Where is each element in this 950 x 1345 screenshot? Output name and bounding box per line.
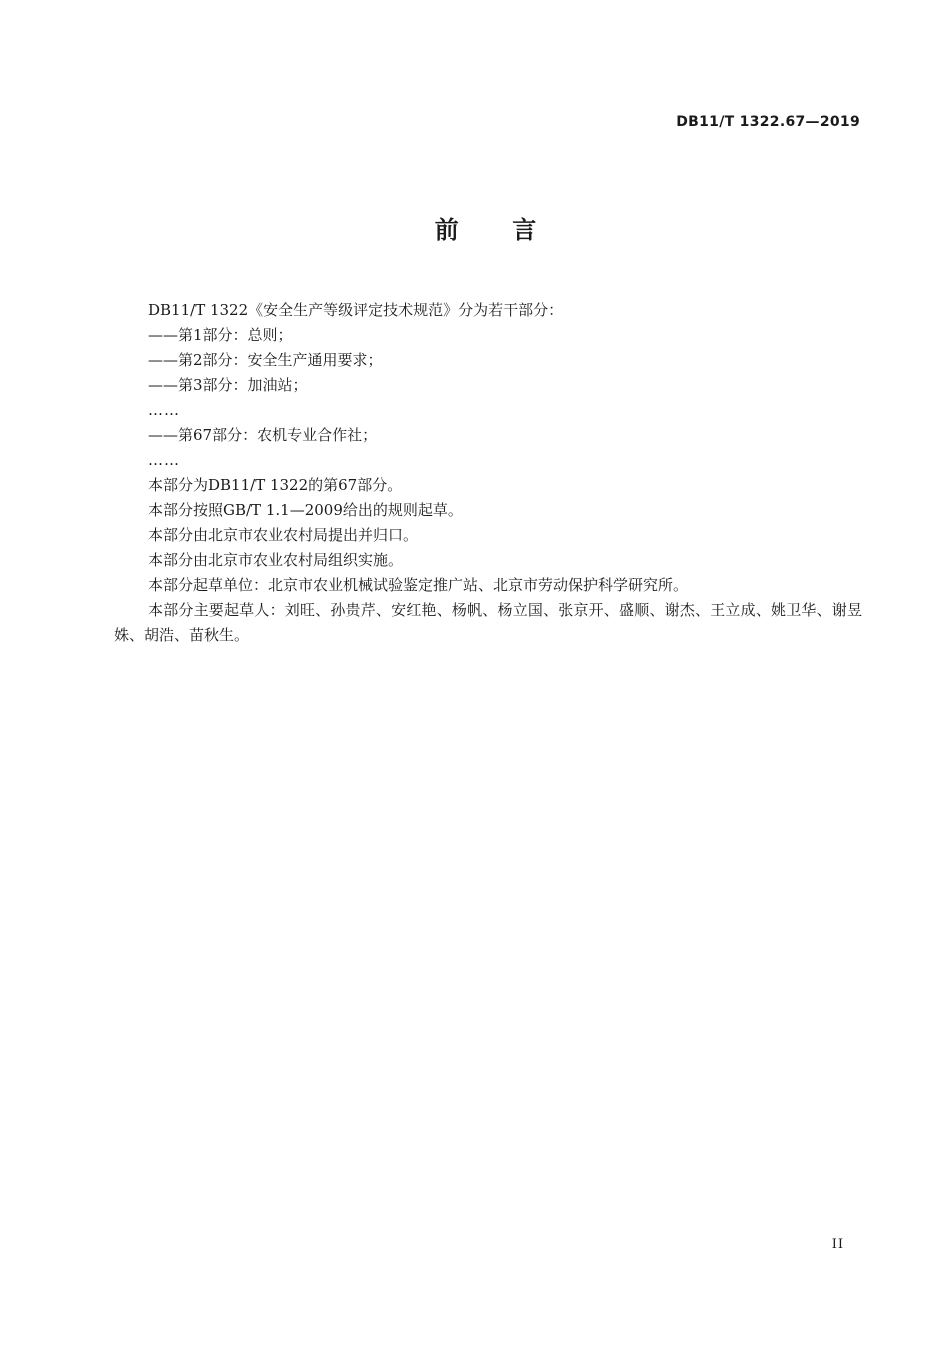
part-list-item: ——第3部分：加油站； xyxy=(148,376,308,394)
drafting-units: 本部分起草单位：北京市农业机械试验鉴定推广站、北京市劳动保护科学研究所。 xyxy=(148,576,689,594)
proposer-statement: 本部分由北京市农业农村局提出并归口。 xyxy=(148,526,419,544)
part-list-item: ——第1部分：总则； xyxy=(148,326,293,344)
part-list-item: ——第2部分：安全生产通用要求； xyxy=(148,351,383,369)
ellipsis: …… xyxy=(148,451,180,469)
intro-paragraph: DB11/T 1322《安全生产等级评定技术规范》分为若干部分： xyxy=(148,301,564,319)
ellipsis: …… xyxy=(148,401,180,419)
part-statement: 本部分为DB11/T 1322的第67部分。 xyxy=(148,476,403,494)
page-number: II xyxy=(831,1237,844,1252)
implementation-statement: 本部分由北京市农业农村局组织实施。 xyxy=(148,551,404,569)
main-drafters: 本部分主要起草人：刘旺、孙贵芹、安红艳、杨帆、杨立国、张京开、盛顺、谢杰、王立成、姚卫华、谢昱姝、胡浩、苗秋生。 xyxy=(114,601,862,644)
foreword-body xyxy=(114,298,862,648)
page-title: 前 言 xyxy=(434,216,541,244)
part-list-item: ——第67部分：农机专业合作社； xyxy=(148,426,378,444)
standard-code: DB11/T 1322.67—2019 xyxy=(676,114,860,130)
drafting-rules: 本部分按照GB/T 1.1—2009给出的规则起草。 xyxy=(148,501,463,519)
